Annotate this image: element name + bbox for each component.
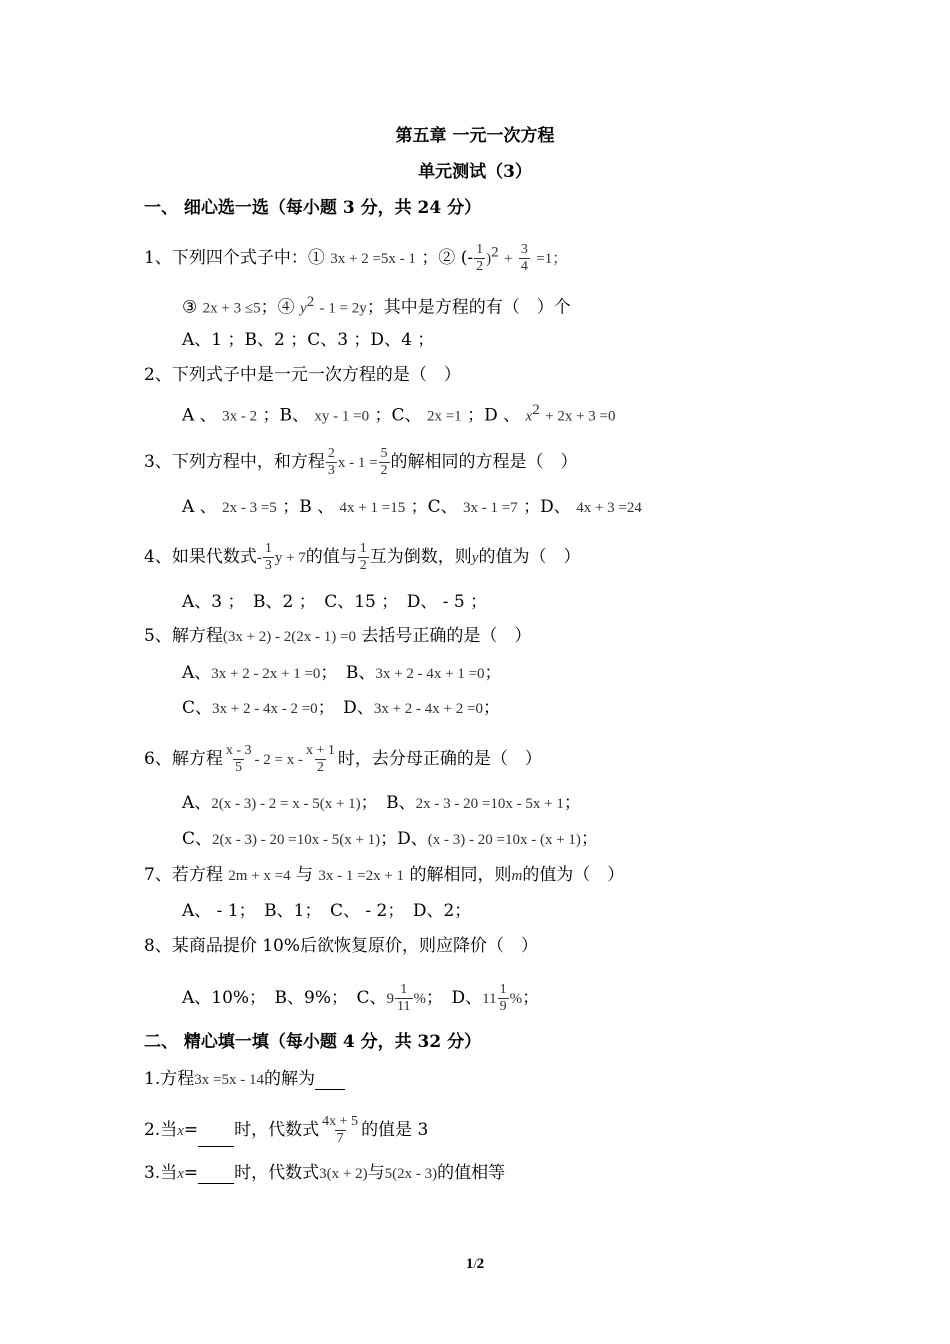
q4-fraction-2-num: 1 (359, 541, 367, 556)
q3-fraction-2-num: 5 (380, 446, 388, 461)
q1-fraction-2-den: 4 (520, 259, 528, 274)
q1-expr-4-rest: - 1 = 2y (319, 300, 367, 317)
fill-3-answer-blank[interactable] (198, 1167, 234, 1184)
q3-option-b-label: ；B 、 (282, 497, 335, 517)
q5-option-a: 3x + 2 - 2x + 1 =0 (211, 666, 321, 682)
q3-option-c-label: ；C、 (410, 497, 458, 517)
q2-option-a-label: A 、 (182, 405, 217, 426)
q5-option-b: 3x + 2 - 4x + 1 =0 (375, 666, 485, 682)
fill-3-equals: = (183, 1163, 199, 1183)
q3-option-d-label: ；D、 (523, 497, 571, 517)
q4-suffix: 的值为（ ） (478, 547, 581, 567)
question-4-stem (144, 541, 580, 574)
q8-option-c-num: 1 (400, 982, 408, 997)
q6-fraction-1 (224, 743, 254, 776)
fill-3-suffix: 的值相等 (437, 1163, 506, 1183)
q6-fraction-2-num: x + 1 (305, 743, 335, 758)
fill-1-suffix: 的解为 (263, 1069, 315, 1089)
fill-3 (144, 1163, 505, 1184)
q3-fraction-1-num: 2 (327, 446, 335, 461)
q4-var: y (471, 550, 479, 566)
fill-2 (144, 1114, 428, 1147)
page-separator: / (473, 1257, 477, 1271)
q6-option-d-label: ；D、 (380, 829, 428, 849)
q8-option-d-percent: % (509, 991, 523, 1007)
fill-2-equals: = (183, 1120, 199, 1140)
q5-option-b-label: ； B、 (320, 663, 376, 683)
question-1-line-2 (182, 292, 571, 319)
q1-fraction-2 (519, 242, 530, 275)
q6-fraction-2 (304, 743, 337, 776)
q3-fraction-1 (326, 446, 337, 479)
q1-expr-4-var: y (300, 300, 307, 317)
q4-fraction-1-num: 1 (264, 541, 272, 556)
q3-fraction-1-den: 3 (327, 463, 335, 478)
question-6-options-cd (182, 829, 598, 850)
q5-expr: (3x + 2) - 2(2x - 1) =0 (222, 629, 356, 645)
fill-3-mid: 时，代数式 (234, 1163, 320, 1183)
question-5-stem (144, 626, 531, 647)
question-3-options (182, 497, 642, 518)
question-6-stem (144, 743, 542, 776)
q6-option-b: 2x - 3 - 20 =10x - 5x + 1 (415, 796, 564, 812)
question-6-options-ab (182, 793, 581, 814)
q8-option-d-den: 9 (499, 999, 507, 1014)
page-total: 2 (476, 1256, 485, 1272)
fill-2-suffix: 的值是 3 (361, 1120, 429, 1140)
q4-fraction-2 (358, 541, 369, 574)
fill-2-var: x (177, 1123, 184, 1139)
q5-suffix: 去括号正确的是（ ） (361, 626, 532, 646)
question-5-options-ab (182, 663, 502, 684)
fill-3-expr-2: 5(2x - 3) (384, 1166, 438, 1182)
q1-question-tail: ；其中是方程的有（ ）个 (366, 297, 571, 318)
fill-2-fraction-num: 4x + 5 (322, 1114, 359, 1129)
q1-marker-4: ；④ (260, 297, 295, 318)
question-1-line-1 (144, 242, 567, 275)
fill-1 (144, 1069, 345, 1090)
q3-prefix: 3、下列方程中，和方程 (144, 452, 325, 472)
question-5-options-cd (182, 698, 500, 719)
question-2-stem: 2、下列式子中是一元一次方程的是（ ） (144, 365, 461, 385)
q4-prefix: 4、如果代数式 (144, 547, 257, 567)
q6-prefix: 6、解方程 (144, 749, 223, 769)
fill-2-fraction-den: 7 (336, 1131, 344, 1146)
q5-option-c: 3x + 2 - 4x - 2 =0 (212, 701, 318, 717)
q3-option-a: 2x - 3 =5 (222, 500, 277, 516)
q5-option-d-label: ； D、 (317, 698, 374, 718)
q1-expr-1: 3x + 2 =5x - 1 (330, 251, 416, 267)
q3-fraction-2 (379, 446, 390, 479)
document-subtitle: 单元测试（3） (418, 162, 532, 182)
q6-suffix: 时，去分母正确的是（ ） (337, 749, 542, 769)
q1-expr-3: 2x + 3 ≤5 (202, 300, 261, 317)
fill-3-mid-2: 与 (367, 1163, 385, 1183)
q1-prefix: 1、下列四个式子中：① (144, 248, 325, 268)
q7-var: m (511, 868, 523, 884)
q1-plus: + (504, 251, 513, 267)
q7-expr-1: 2m + x =4 (228, 868, 291, 884)
q1-expr-4-square: 2 (306, 294, 315, 310)
q7-prefix: 7、若方程 (144, 865, 223, 885)
q4-expr: y + 7 (274, 550, 306, 566)
q2-option-a: 3x - 2 (222, 408, 258, 425)
q6-option-b-end: ； (563, 793, 581, 813)
q2-option-b-label: ；B、 (262, 405, 309, 426)
document-title: 第五章 一元一次方程 (395, 126, 555, 146)
q7-expr-2: 3x - 1 =2x + 1 (318, 868, 405, 884)
q1-fraction-1-num: 1 (476, 242, 484, 257)
q4-minus: - (256, 550, 262, 566)
q5-option-d-end: ； (482, 698, 500, 718)
q8-options-end: ； (522, 988, 540, 1008)
q1-mid: ；② (- (421, 248, 474, 268)
q8-option-c-whole: 9 (386, 991, 395, 1007)
fill-2-mid: 时，代数式 (234, 1120, 320, 1140)
page-current: 1 (465, 1256, 474, 1272)
q6-fraction-1-den: 5 (235, 760, 243, 775)
fill-3-prefix: 3.当 (144, 1163, 178, 1183)
q5-option-a-label: A、 (182, 663, 212, 683)
question-8-options (182, 982, 539, 1015)
q5-option-c-label: C、 (182, 698, 213, 718)
q6-fraction-2-den: 2 (316, 760, 324, 775)
q6-option-d: (x - 3) - 20 =10x - (x + 1) (427, 832, 581, 848)
q6-option-b-label: ； B、 (360, 793, 416, 813)
q6-fraction-1-num: x - 3 (225, 743, 252, 758)
q2-option-b: xy - 1 =0 (314, 408, 370, 425)
q4-fraction-1 (263, 541, 274, 574)
q3-suffix: 的解相同的方程是（ ） (390, 452, 578, 472)
q2-option-d-square: 2 (532, 402, 540, 418)
question-1-options: A、1 ；B、2 ；C、3 ；D、4 ； (182, 330, 435, 350)
q8-option-d-whole: 11 (482, 991, 497, 1007)
section-heading-fill: 二、 精心填一填（每小题 4 分，共 32 分） (144, 1032, 482, 1052)
q4-mid-2: 互为倒数，则 (369, 547, 472, 567)
q1-fraction-1-den: 2 (476, 259, 484, 274)
q2-option-d-rest: + 2x + 3 =0 (545, 408, 616, 425)
q1-fraction-1 (474, 242, 485, 275)
q1-fraction-2-num: 3 (520, 242, 528, 257)
q2-option-d-label: ；D 、 (467, 405, 521, 426)
q5-option-d: 3x + 2 - 4x + 2 =0 (373, 701, 483, 717)
q4-fraction-2-den: 2 (359, 558, 367, 573)
section-heading-choice: 一、 细心选一选（每小题 3 分，共 24 分） (144, 198, 482, 218)
q4-fraction-1-den: 3 (264, 558, 272, 573)
q1-marker-3: ③ (182, 297, 198, 318)
question-3-stem (144, 446, 578, 479)
q8-option-d-num: 1 (499, 982, 507, 997)
question-8-stem: 8、某商品提价 10%后欲恢复原价，则应降价（ ） (144, 936, 539, 956)
q6-expr: - 2 = x - (254, 752, 303, 768)
q5-option-b-end: ； (484, 663, 502, 683)
q1-expr-2-end: =1； (536, 251, 568, 267)
q6-option-a-label: A、 (182, 793, 212, 813)
q6-option-c: 2(x - 3) - 20 =10x - 5(x + 1) (212, 832, 381, 848)
q8-options-ab: A、10%； B、9%； C、 (182, 988, 387, 1008)
q3-option-c: 3x - 1 =7 (463, 500, 518, 516)
q1-square: 2 (491, 244, 499, 261)
fill-3-var: x (177, 1166, 184, 1182)
q6-option-d-end: ； (580, 829, 598, 849)
q7-suffix: 的值为（ ） (522, 865, 625, 885)
q7-mid: 与 (295, 865, 313, 885)
fill-1-answer-blank[interactable] (315, 1073, 345, 1090)
q2-option-d-var: x (525, 408, 533, 425)
q3-option-d: 4x + 3 =24 (576, 500, 642, 516)
q8-option-c-fraction (395, 982, 412, 1015)
q4-mid: 的值与 (305, 547, 357, 567)
q2-option-c: 2x =1 (426, 408, 462, 425)
fill-2-prefix: 2.当 (144, 1120, 178, 1140)
q3-fraction-2-den: 2 (380, 463, 388, 478)
page-number (0, 1256, 950, 1273)
question-4-options: A、3 ； B、2 ； C、15 ； D、 - 5 ； (182, 592, 488, 612)
q8-option-d-fraction (498, 982, 509, 1015)
q6-option-c-label: C、 (182, 829, 213, 849)
q7-mid-2: 的解相同，则 (409, 865, 512, 885)
q6-option-a: 2(x - 3) - 2 = x - 5(x + 1) (211, 796, 361, 812)
q5-prefix: 5、解方程 (144, 626, 223, 646)
fill-2-fraction (320, 1114, 360, 1147)
question-7-options: A、 - 1； B、1； C、 - 2； D、2； (182, 901, 472, 921)
q8-option-c-den: 11 (397, 999, 411, 1014)
q3-expr: x - 1 = (337, 455, 378, 471)
q1-paren: ) (486, 251, 492, 267)
question-2-options (182, 400, 616, 427)
fill-1-expr: 3x =5x - 14 (194, 1072, 264, 1088)
q8-option-d-label: ； D、 (426, 988, 483, 1008)
fill-2-answer-blank[interactable] (198, 1130, 234, 1147)
q8-option-c-percent: % (413, 991, 427, 1007)
q3-option-a-label: A 、 (182, 497, 217, 517)
q2-option-c-label: ；C、 (374, 405, 422, 426)
fill-3-expr-1: 3(x + 2) (319, 1166, 368, 1182)
q3-option-b: 4x + 1 =15 (339, 500, 406, 516)
fill-1-prefix: 1.方程 (144, 1069, 195, 1089)
question-7-stem (144, 865, 624, 886)
